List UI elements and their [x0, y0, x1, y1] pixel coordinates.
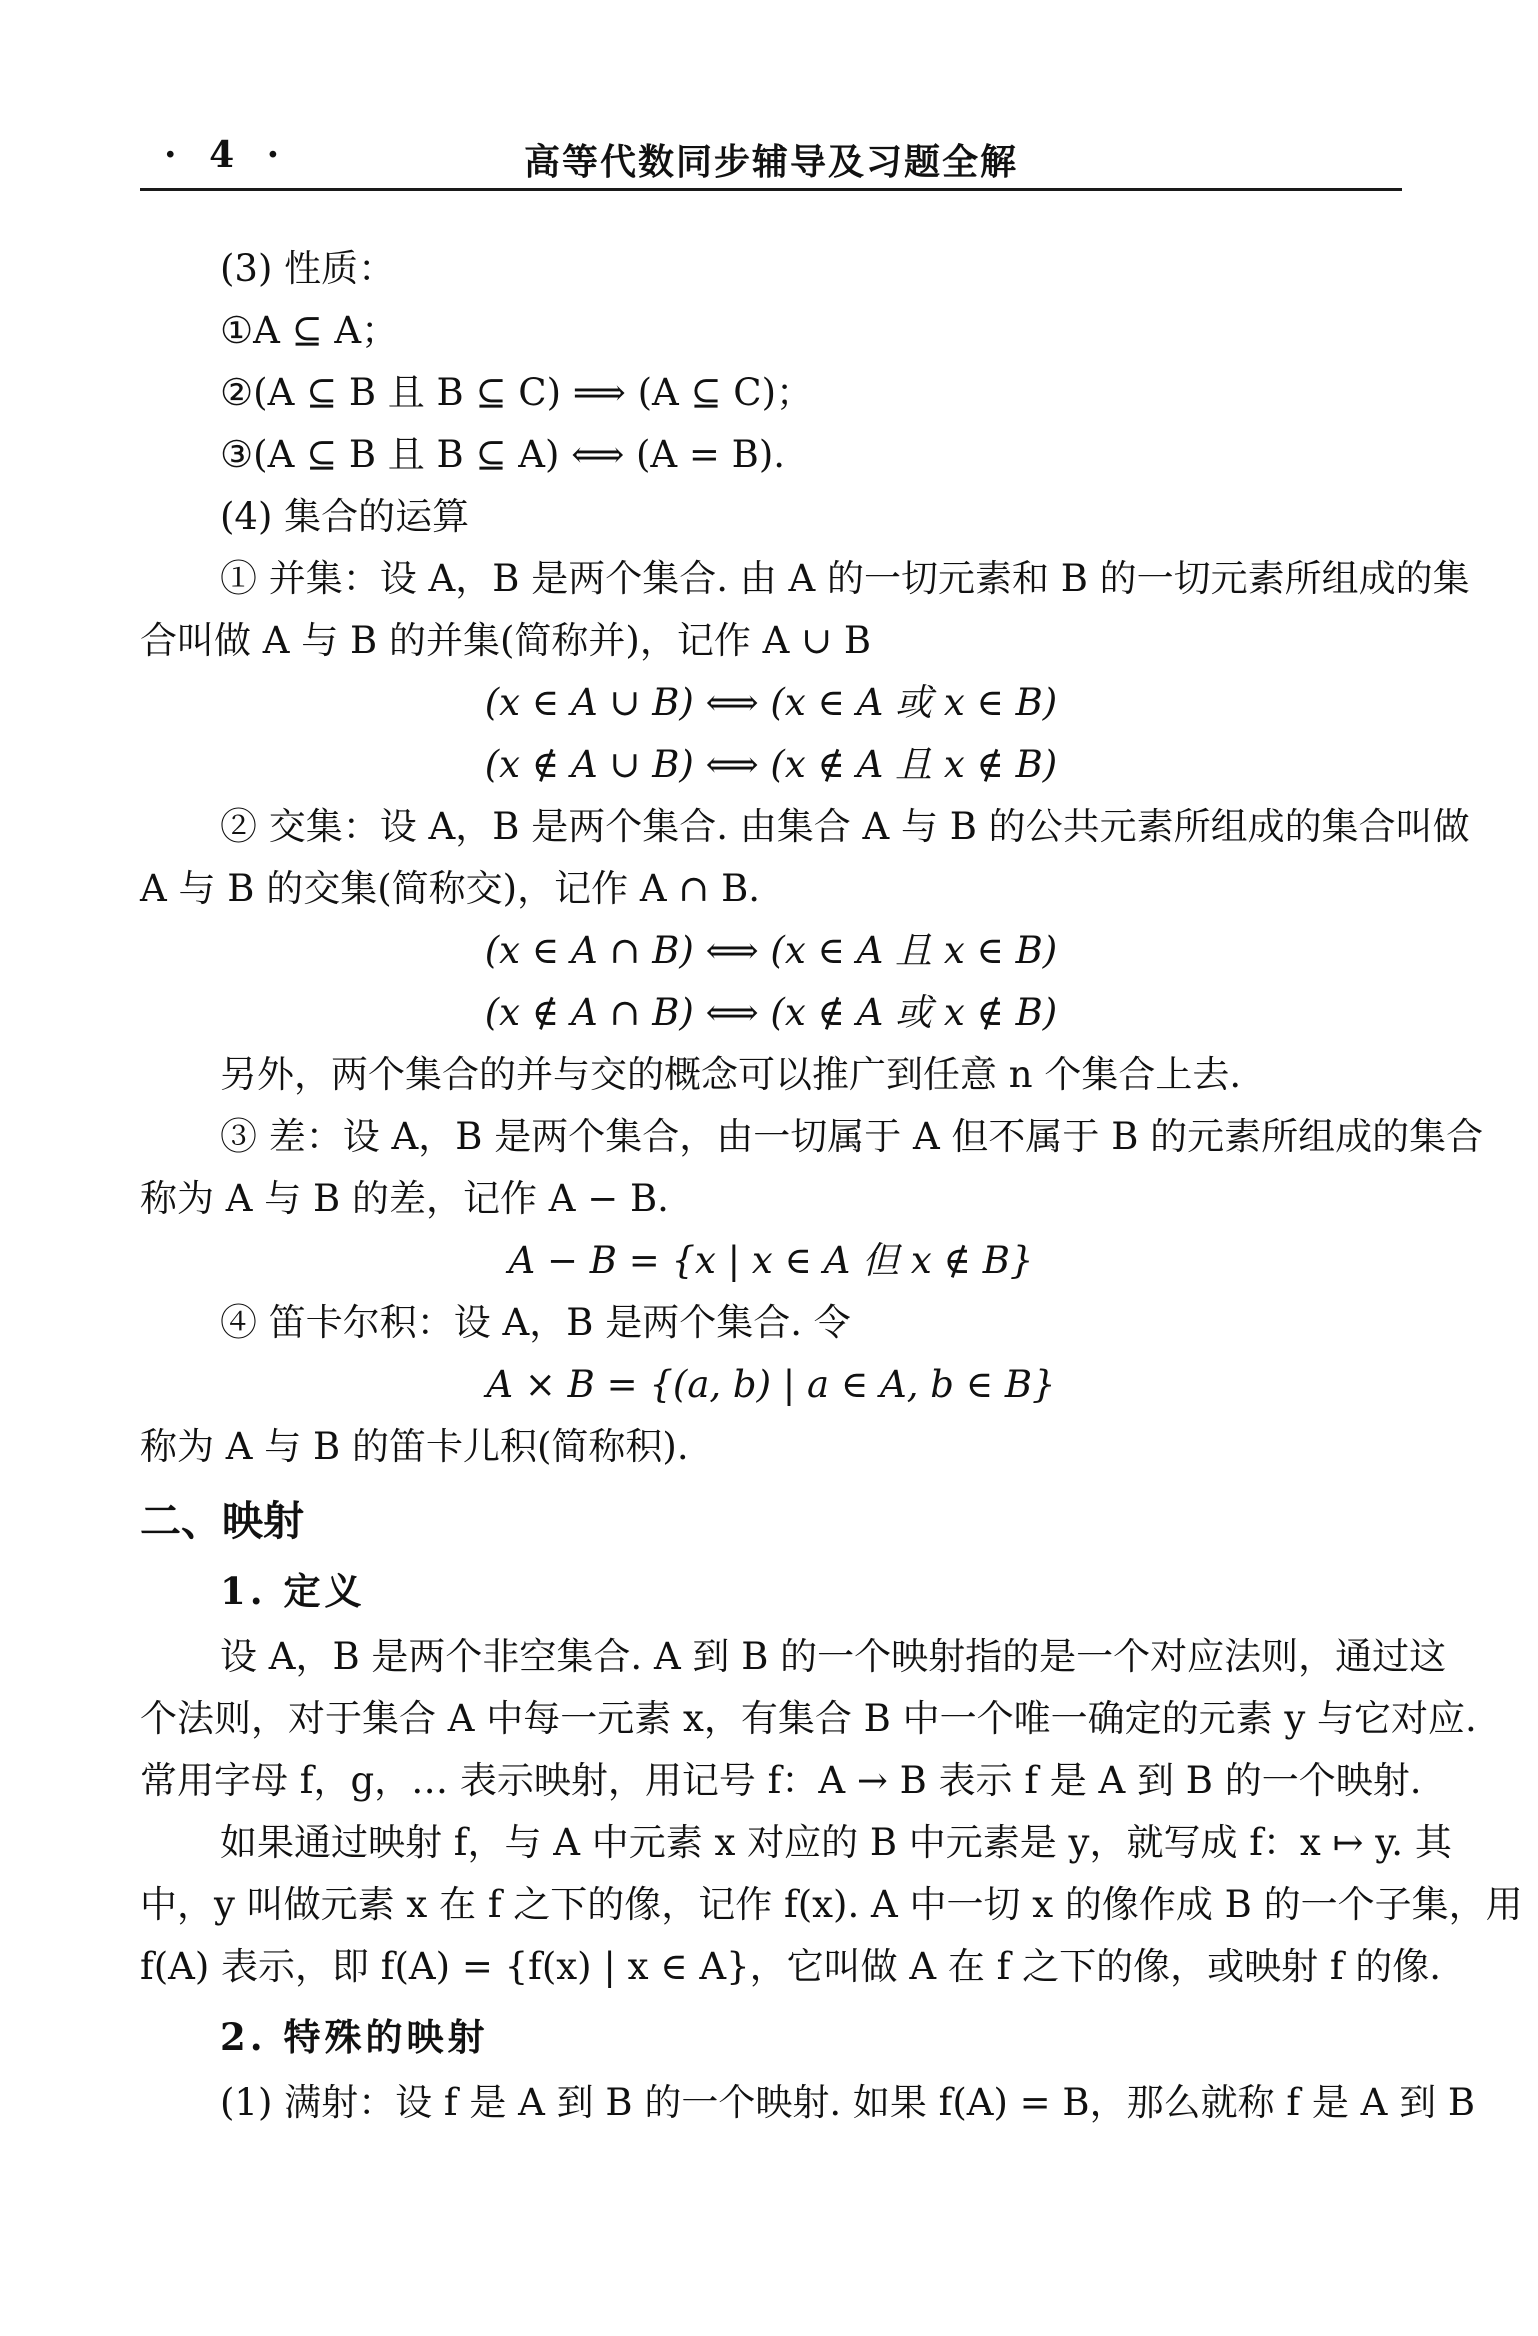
text-line: 设 A，B 是两个非空集合. A 到 B 的一个映射指的是一个对应法则，通过这	[220, 1635, 1447, 1678]
formula: (x ∈ A ∪ B) ⟺ (x ∈ A 或 x ∈ B)	[484, 681, 1058, 724]
formula: A − B = {x | x ∈ A 但 x ∉ B}	[508, 1239, 1034, 1282]
text-line: 合叫做 A 与 B 的并集(简称并)，记作 A ∪ B	[140, 619, 872, 662]
text-line: f(A) 表示，即 f(A) = {f(x) | x ∈ A}，它叫做 A 在 f 之下的像，或映射 f 的像.	[140, 1945, 1442, 1988]
text-line: A 与 B 的交集(简称交)，记作 A ∩ B.	[140, 867, 761, 910]
book-title: 高等代数同步辅导及习题全解	[523, 141, 1018, 183]
formula: (x ∉ A ∪ B) ⟺ (x ∉ A 且 x ∉ B)	[484, 743, 1058, 786]
text-line: (3) 性质：	[220, 247, 396, 290]
text-line: 常用字母 f，g，… 表示映射，用记号 f：A → B 表示 f 是 A 到 B 的一个映射.	[140, 1759, 1422, 1802]
text-line: ④ 笛卡尔积：设 A，B 是两个集合. 令	[220, 1301, 851, 1344]
formula: (x ∉ A ∩ B) ⟺ (x ∉ A 或 x ∉ B)	[484, 991, 1058, 1034]
text-line: ① 并集：设 A，B 是两个集合. 由 A 的一切元素和 B 的一切元素所组成的集	[220, 557, 1470, 600]
text-line: 称为 A 与 B 的笛卡儿积(简称积).	[140, 1425, 689, 1468]
text-line: (4) 集合的运算	[220, 495, 470, 538]
text-line: ③(A ⊆ B 且 B ⊆ A) ⟺ (A = B).	[220, 433, 786, 476]
text-line: ③ 差：设 A，B 是两个集合，由一切属于 A 但不属于 B 的元素所组成的集合	[220, 1115, 1484, 1158]
page-body	[140, 238, 1523, 2134]
formula: (x ∈ A ∩ B) ⟺ (x ∈ A 且 x ∈ B)	[484, 929, 1058, 972]
section-heading: 二、映射	[140, 1497, 304, 1545]
page-number: · 4 ·	[164, 134, 290, 176]
subsection-heading: 1. 定义	[220, 1569, 366, 1613]
text-line: 如果通过映射 f，与 A 中元素 x 对应的 B 中元素是 y，就写成 f：x ↦ y. 其	[220, 1821, 1452, 1864]
text-line: 个法则，对于集合 A 中每一元素 x，有集合 B 中一个唯一确定的元素 y 与它对应.	[140, 1697, 1477, 1740]
page-header	[140, 128, 1402, 191]
subsection-heading: 2. 特殊的映射	[220, 2015, 489, 2059]
text-line: 称为 A 与 B 的差，记作 A − B.	[140, 1177, 669, 1220]
text-line: 另外，两个集合的并与交的概念可以推广到任意 n 个集合上去.	[220, 1053, 1242, 1096]
formula: A × B = {(a, b) | a ∈ A, b ∈ B}	[486, 1363, 1056, 1406]
text-line: ②(A ⊆ B 且 B ⊆ C) ⟹ (A ⊆ C)；	[220, 371, 814, 414]
text-line: 中，y 叫做元素 x 在 f 之下的像，记作 f(x). A 中一切 x 的像作成 B 的一个子集，用	[140, 1883, 1523, 1926]
text-line: ①A ⊆ A；	[220, 309, 399, 352]
text-line: (1) 满射：设 f 是 A 到 B 的一个映射. 如果 f(A) = B，那么就称 f 是 A 到 B	[220, 2081, 1476, 2124]
text-line: ② 交集：设 A，B 是两个集合. 由集合 A 与 B 的公共元素所组成的集合叫做	[220, 805, 1470, 848]
